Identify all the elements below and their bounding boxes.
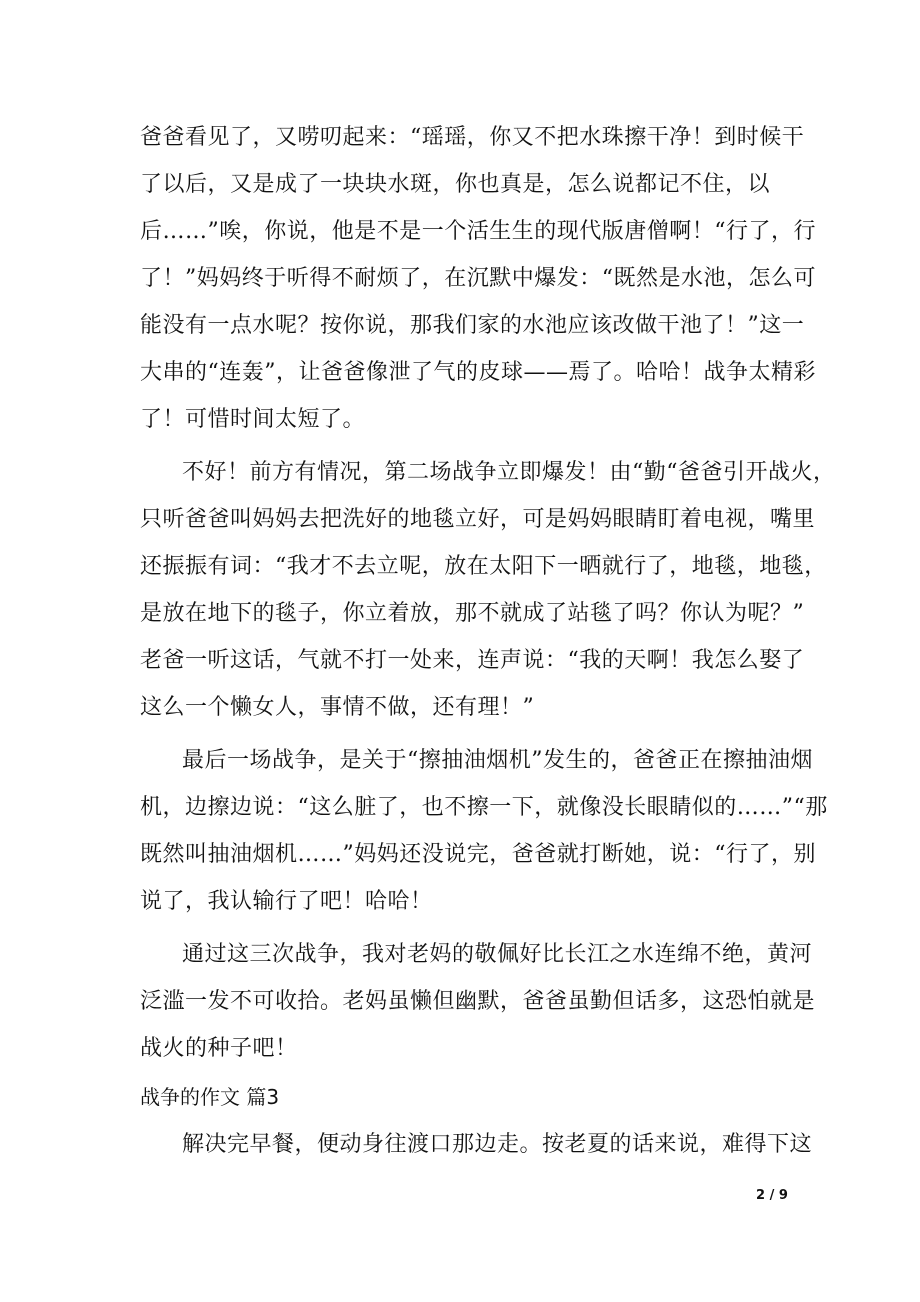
paragraph-4-line-1: 通过这三次战争，我对老妈的敬佩好比长江之水连绵不绝，黄河 bbox=[182, 942, 813, 967]
section-heading: 战争的作文 篇3 bbox=[140, 1085, 280, 1109]
paragraph-2-line-6: 这么一个懒女人，事情不做，还有理！” bbox=[140, 695, 535, 720]
paragraph-1-line-2: 了以后，又是成了一块块水斑，你也真是，怎么说都记不住，以 bbox=[140, 172, 771, 197]
paragraph-1-line-6: 大串的“连轰”，让爸爸像泄了气的皮球——焉了。哈哈！战争太精彩 bbox=[140, 360, 816, 385]
paragraph-2-line-5: 老爸一听这话，气就不打一处来，连声说：“我的天啊！我怎么娶了 bbox=[140, 648, 805, 673]
paragraph-1-line-1: 爸爸看见了，又唠叨起来：“瑶瑶，你又不把水珠擦干净！到时候干 bbox=[140, 125, 805, 150]
paragraph-3-line-4: 说了，我认输行了吧！哈哈！ bbox=[140, 889, 433, 914]
paragraph-3-line-3: 既然叫抽油烟机……”妈妈还没说完，爸爸就打断她，说：“行了，别 bbox=[140, 842, 816, 867]
paragraph-2-line-2: 只听爸爸叫妈妈去把洗好的地毯立好，可是妈妈眼睛盯着电视，嘴里 bbox=[140, 507, 816, 532]
paragraph-1-line-7: 了！可惜时间太短了。 bbox=[140, 407, 366, 432]
paragraph-4-line-3: 战火的种子吧！ bbox=[140, 1036, 298, 1061]
paragraph-3-line-1: 最后一场战争，是关于“擦抽油烟机”发生的，爸爸正在擦抽油烟 bbox=[182, 748, 813, 773]
paragraph-4-line-2: 泛滥一发不可收拾。老妈虽懒但幽默，爸爸虽勤但话多，这恐怕就是 bbox=[140, 989, 816, 1014]
paragraph-1-line-4: 了！”妈妈终于听得不耐烦了，在沉默中爆发：“既然是水池，怎么可 bbox=[140, 266, 816, 291]
paragraph-2-line-3: 还振振有词：“我才不去立呢，放在太阳下一晒就行了，地毯，地毯， bbox=[140, 554, 827, 579]
paragraph-2-line-1: 不好！前方有情况，第二场战争立即爆发！由“勤“爸爸引开战火， bbox=[182, 460, 836, 485]
paragraph-1-line-5: 能没有一点水呢？按你说，那我们家的水池应该改做干池了！”这一 bbox=[140, 313, 805, 338]
paragraph-5-line-1: 解决完早餐，便动身往渡口那边走。按老夏的话来说，难得下这 bbox=[182, 1132, 813, 1157]
paragraph-1-line-3: 后……”唉，你说，他是不是一个活生生的现代版唐僧啊！“行了，行 bbox=[140, 219, 816, 244]
paragraph-2-line-4: 是放在地下的毯子，你立着放，那不就成了站毯了吗？你认为呢？” bbox=[140, 601, 805, 626]
page-number: 2 / 9 bbox=[756, 1188, 788, 1203]
paragraph-3-line-2: 机，边擦边说：“这么脏了，也不擦一下，就像没长眼睛似的……”“那 bbox=[140, 795, 828, 820]
